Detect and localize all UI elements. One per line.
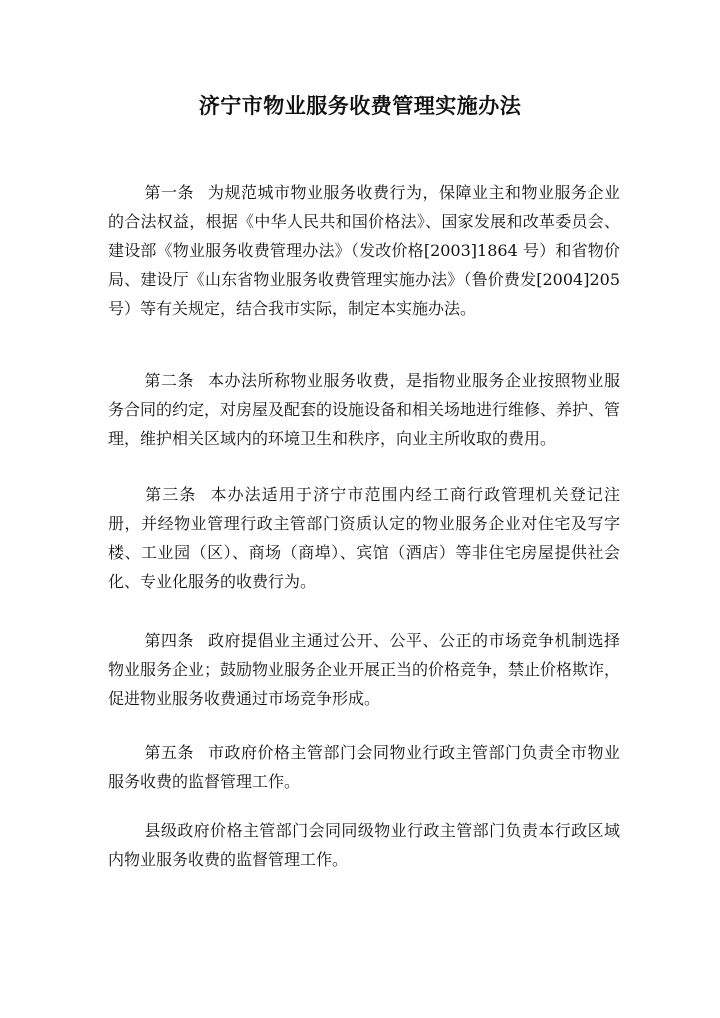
article-5-text: 市政府价格主管部门会同物业行政主管部门负责全市物业服务收费的监督管理工作。 <box>108 743 620 791</box>
article-3 <box>108 480 620 596</box>
article-3-text: 本办法适用于济宁市范围内经工商行政管理机关登记注册，并经物业管理行政主管部门资质认定的物业服务企业对住宅及写字楼、工业园（区）、商场（商埠）、宾馆（酒店）等非住宅房屋提供社会化、专业化服务的收费行为。 <box>108 485 620 591</box>
closing-paragraph-text: 县级政府价格主管部门会同同级物业行政主管部门负责本行政区域内物业服务收费的监督管理工作。 <box>108 821 620 869</box>
article-2-text: 本办法所称物业服务收费，是指物业服务企业按照物业服务合同的约定，对房屋及配套的设施设备和相关场地进行维修、养护、管理，维护相关区域内的环境卫生和秩序，向业主所收取的费用。 <box>108 371 621 448</box>
article-5-label: 第五条 <box>144 743 194 762</box>
article-3-label: 第三条 <box>144 485 197 504</box>
article-4-text: 政府提倡业主通过公开、公平、公正的市场竞争机制选择物业服务企业；鼓励物业服务企业开展正当的价格竞争，禁止价格欺诈，促进物业服务收费通过市场竞争形成。 <box>108 631 621 708</box>
article-2 <box>108 366 620 453</box>
article-5 <box>108 738 620 796</box>
article-4 <box>108 626 620 713</box>
article-1-label: 第一条 <box>144 183 194 202</box>
article-2-label: 第二条 <box>144 371 194 390</box>
article-1 <box>108 178 620 323</box>
article-4-label: 第四条 <box>144 631 194 650</box>
article-1-text: 为规范城市物业服务收费行为，保障业主和物业服务企业的合法权益，根据《中华人民共和国价格法》、国家发展和改革委员会、建设部《物业服务收费管理办法》（发改价格[2003]1864 号）和省物价局、建设厅《山东省物业服务收费管理实施办法》（鲁价费发[2004]205 号）等有关规定，结合我市实际，制定本实施办法。 <box>108 183 620 318</box>
document-title: 济宁市物业服务收费管理实施办法 <box>198 93 522 118</box>
closing-paragraph <box>108 816 620 874</box>
